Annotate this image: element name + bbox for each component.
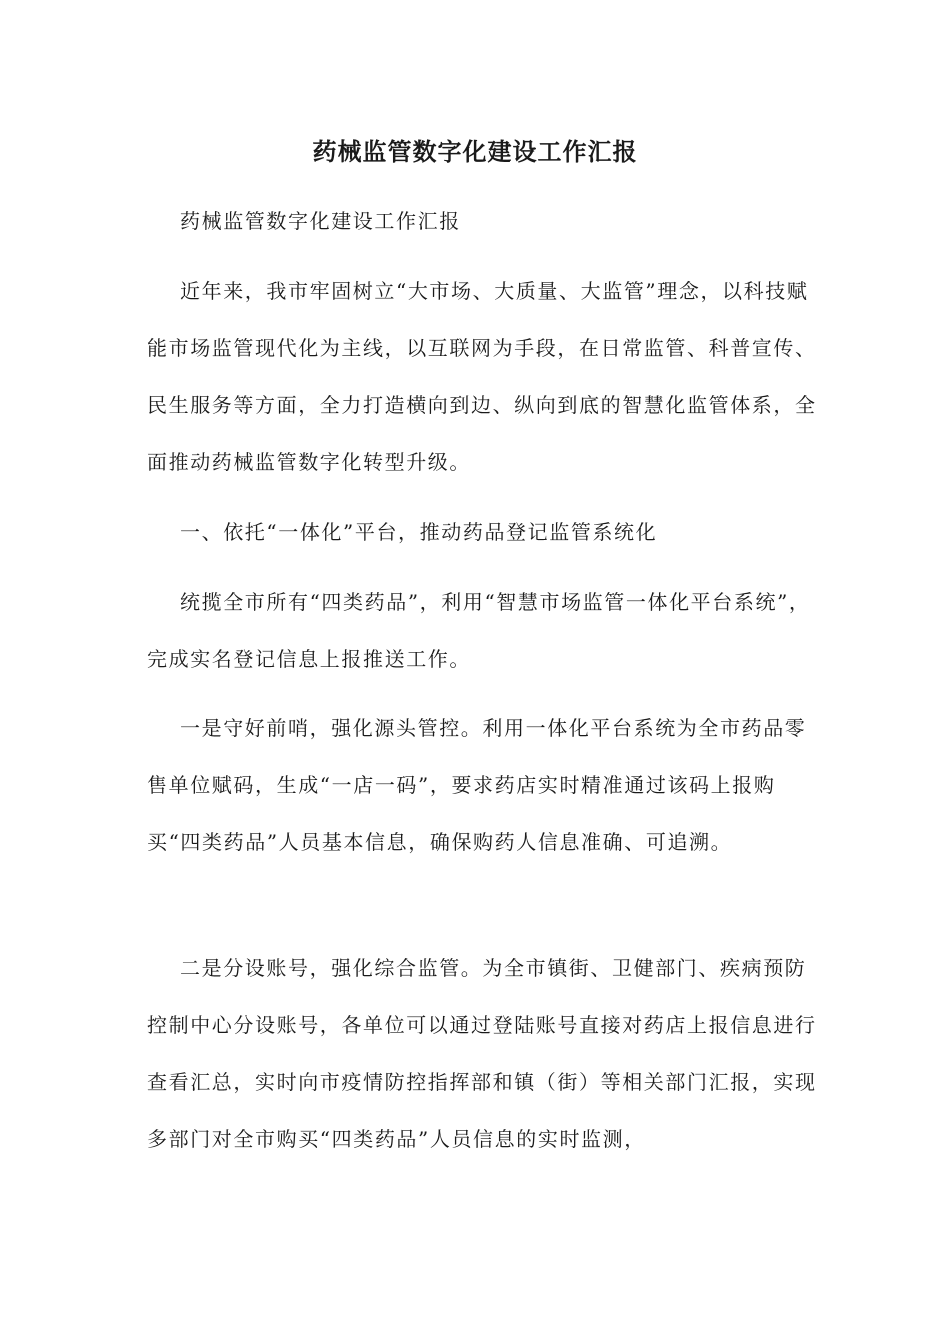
- section-heading-1: 一、依托“一体化”平台，推动药品登记监管系统化: [180, 520, 658, 544]
- paragraph-intro: 近年来，我市牢固树立“大市场、大质量、大监管”理念，以科技赋能市场监管现代化为主线，以互联网为手段，在日常监管、科普宣传、民生服务等方面，全力打造横向到边、纵向到底的智慧化监管体系，全面推动药械监管数字化转型升级。: [147, 279, 817, 474]
- document-title: 药械监管数字化建设工作汇报: [312, 137, 638, 166]
- paragraph-point-1: 一是守好前哨，强化源头管控。利用一体化平台系统为全市药品零售单位赋码，生成“一店一码”，要求药店实时精准通过该码上报购买“四类药品”人员基本信息，确保购药人信息准确、可追溯。: [147, 716, 807, 854]
- paragraph-section-1-overview: 统揽全市所有“四类药品”，利用“智慧市场监管一体化平台系统”，完成实名登记信息上报推送工作。: [147, 590, 811, 671]
- paragraph-point-2: 二是分设账号，强化综合监管。为全市镇街、卫健部门、疾病预防控制中心分设账号，各单位可以通过登陆账号直接对药店上报信息进行查看汇总，实时向市疫情防控指挥部和镇（街）等相关部门汇报，实现多部门对全市购买“四类药品”人员信息的实时监测，: [147, 956, 817, 1151]
- paragraph-subtitle: 药械监管数字化建设工作汇报: [180, 209, 461, 233]
